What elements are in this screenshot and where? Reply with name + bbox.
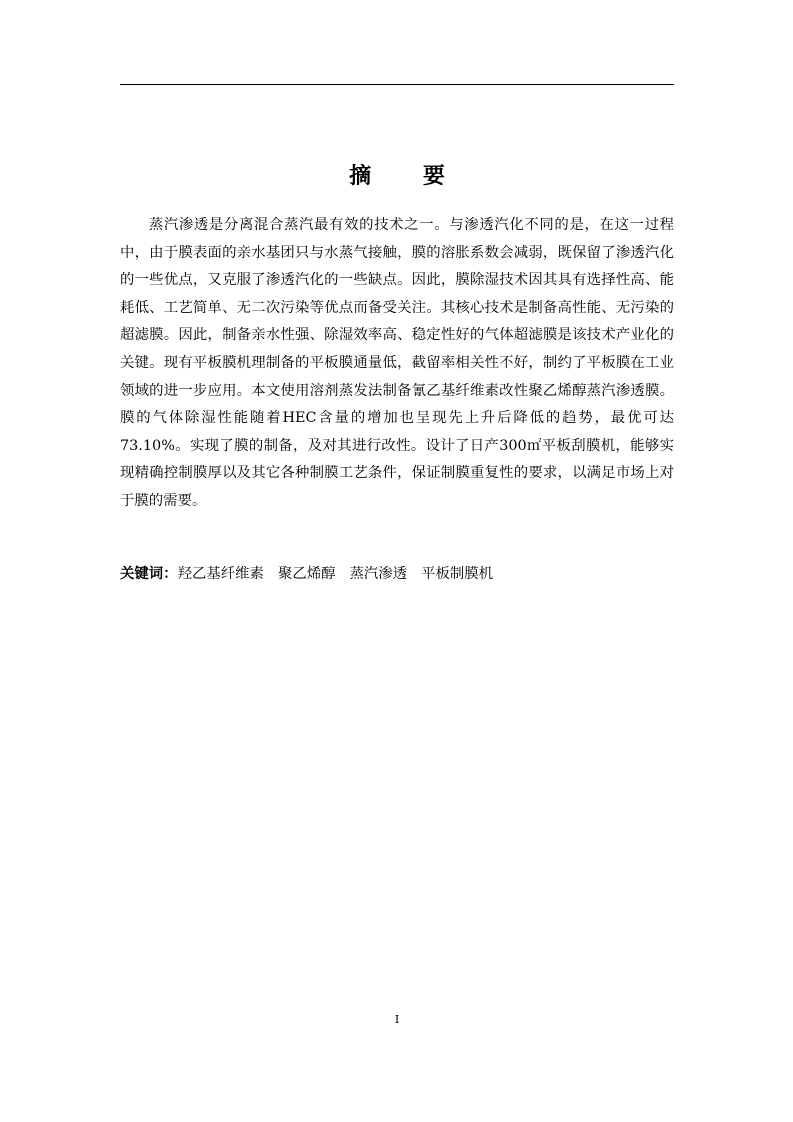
keyword-item: 蒸汽渗透 bbox=[349, 566, 408, 582]
page-title: 摘 要 bbox=[349, 164, 467, 189]
keyword-item: 平板制膜机 bbox=[421, 566, 494, 582]
header-rule bbox=[120, 84, 674, 85]
page-number: I bbox=[394, 1013, 400, 1026]
abstract-paragraph: 蒸汽渗透是分离混合蒸汽最有效的技术之一。与渗透汽化不同的是，在这一过程中，由于膜表面的亲水基团只与水蒸气接触，膜的溶胀系数会减弱，既保留了渗透汽化的一些优点，又克服了渗透汽化的一些缺点。因此，膜除湿技术因其具有选择性高、能耗低、工艺简单、无二次污染等优点而备受关注。其核心技术是制备高性能、无污染的超滤膜。因此，制备亲水性强、除湿效率高、稳定性好的气体超滤膜是该技术产业化的关键。现有平板膜机理制备的平板膜通量低，截留率相关性不好，制约了平板膜在工业领域的进一步应用。本文使用溶剂蒸发法制备氰乙基纤维素改性聚乙烯醇蒸汽渗透膜。膜的气体除湿性能随着HEC含量的增加也呈现先上升后降低的趋势，最优可达73.10%。实现了膜的制备，及对其进行改性。设计了日产300㎡平板刮膜机，能够实现精确控制膜厚以及其它各种制膜工艺条件，保证制膜重复性的要求，以满足市场上对于膜的需要。 bbox=[120, 217, 674, 509]
keyword-item: 聚乙烯醇 bbox=[277, 566, 336, 582]
keywords-line bbox=[120, 561, 674, 588]
keywords-label: 关键词： bbox=[120, 566, 178, 582]
keyword-item: 羟乙基纤维素 bbox=[177, 566, 264, 582]
